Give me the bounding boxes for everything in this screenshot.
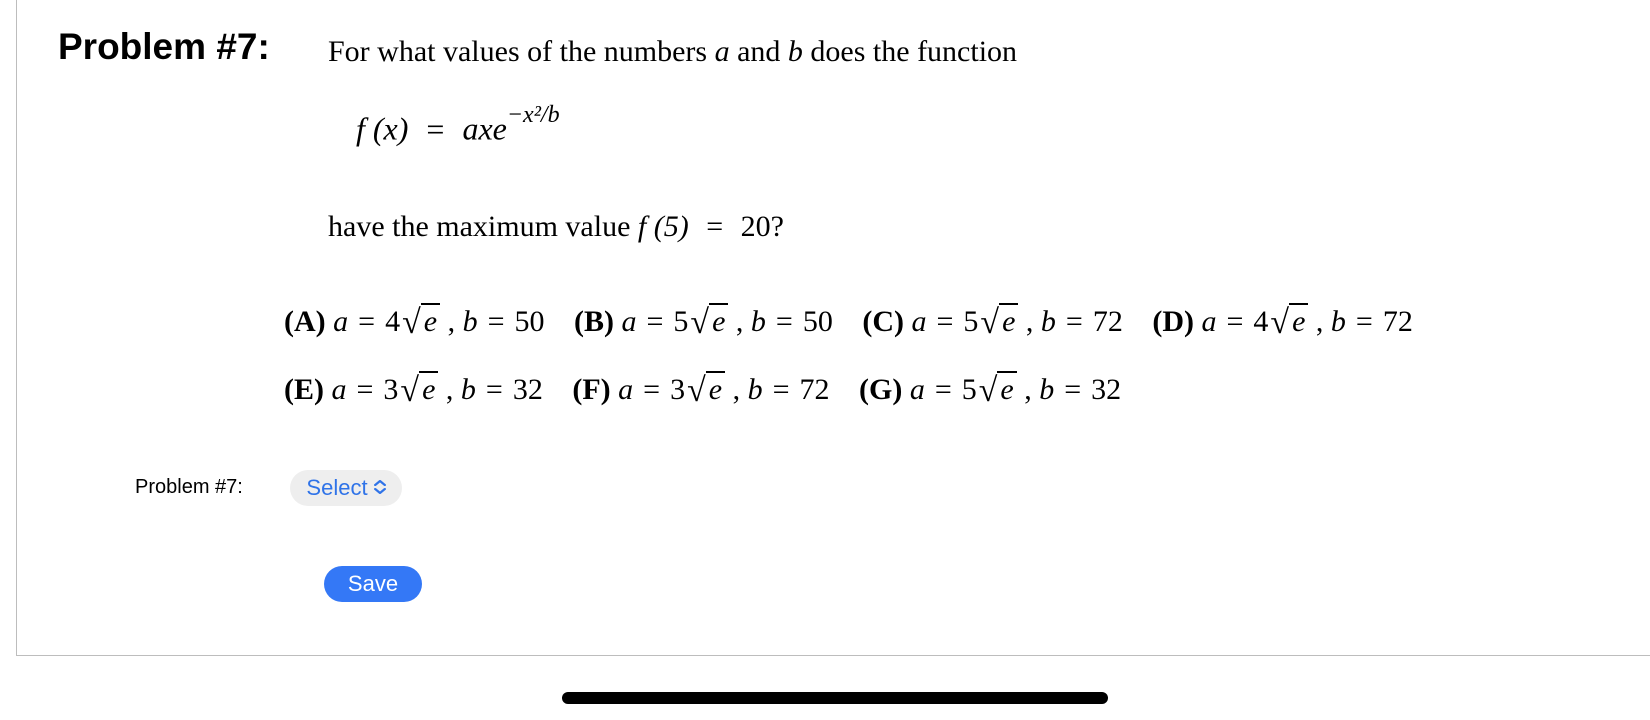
choices-row-2 (284, 370, 1143, 408)
up-down-chevron-icon (372, 479, 386, 497)
formula: f (x) = axe$^{-x^2/b}$ (356, 102, 560, 147)
choice-b: (B) a = 5√ e , b = 50 (574, 304, 833, 341)
problem-heading: Problem #7: (58, 26, 270, 67)
question-text: For what values of the numbers a and b does the function (328, 35, 1018, 68)
choice-a: (A) a = 4√ e , b = 50 (284, 304, 545, 341)
choice-e: (E) a = 3√ e , b = 32 (284, 372, 543, 409)
home-indicator[interactable] (562, 692, 1108, 704)
choice-d: (D) a = 4√ e , b = 72 (1152, 304, 1413, 341)
choices-row-1 (284, 302, 1435, 340)
select-value: Select (306, 475, 368, 500)
answer-select[interactable] (290, 470, 402, 506)
choice-f: (F) a = 3√ e , b = 72 (572, 372, 830, 409)
choice-c: (C) a = 5√ e , b = 72 (862, 304, 1123, 341)
question-text-2: have the maximum value f (5) = 20? (328, 210, 784, 243)
save-button[interactable]: Save (324, 566, 422, 602)
answer-label: Problem #7: (135, 476, 243, 498)
choice-g: (G) a = 5√ e , b = 32 (859, 372, 1122, 409)
